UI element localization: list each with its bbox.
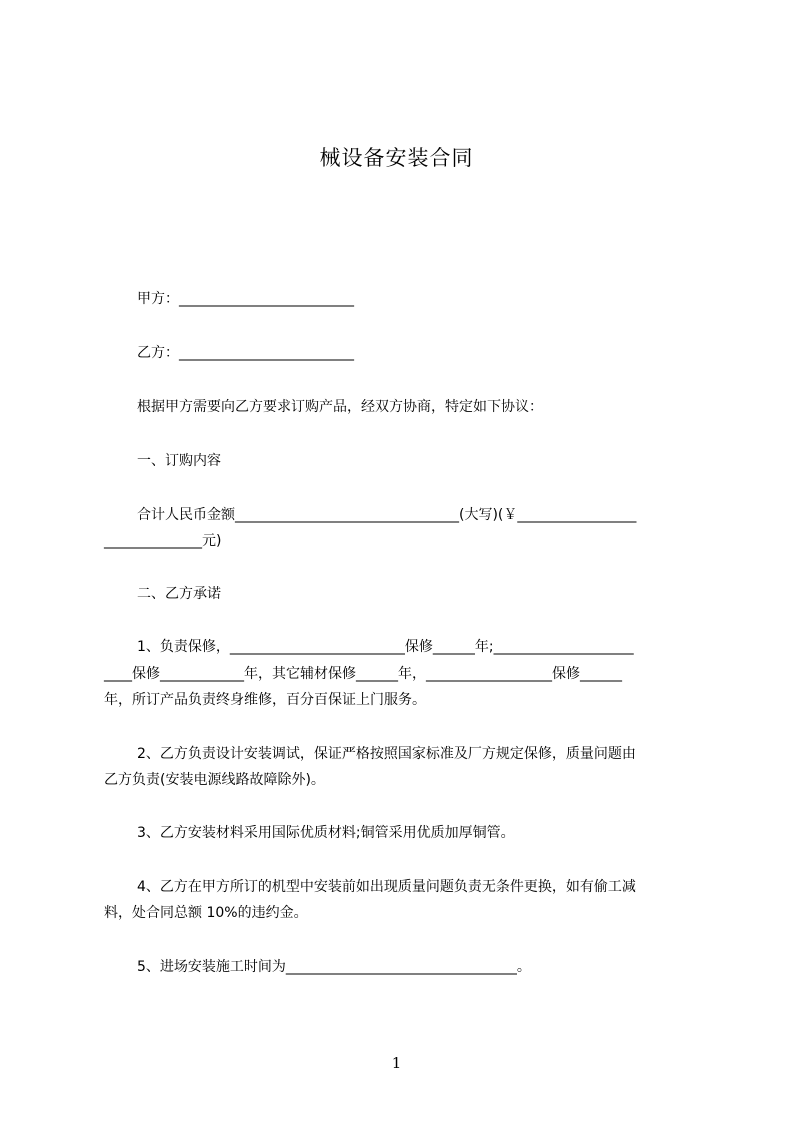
clause-4-line-1: 4、乙方在甲方所订的机型中安装前如出现质量问题负责无条件更换，如有偷工减 (137, 879, 636, 895)
page-number: 1 (391, 1054, 402, 1072)
clause-1-line-3: 年，所订产品负责终身维修，百分百保证上门服务。 (104, 692, 426, 708)
preamble-paragraph: 根据甲方需要向乙方要求订购产品，经双方协商，特定如下协议： (137, 399, 543, 415)
section-heading-order-content: 一、订购内容 (137, 453, 221, 469)
document-title: 械设备安装合同 (319, 146, 474, 170)
clause-1-line-1: 1、负责保修，_________________________保修______年;____________________ (137, 639, 634, 655)
party-b-line: 乙方：_________________________ (137, 345, 354, 361)
section-heading-party-b-commitments: 二、乙方承诺 (137, 586, 221, 602)
clause-2-line-1: 2、乙方负责设计安装调试，保证严格按照国家标准及厂方规定保修，质量问题由 (137, 746, 636, 762)
total-amount-line-continued: ______________元) (104, 533, 222, 549)
total-amount-line: 合计人民币金额________________________________(大写)(￥_________________ (137, 507, 637, 523)
clause-5-line: 5、进场安装施工时间为_________________________________。 (137, 959, 531, 975)
clause-2-line-2: 乙方负责(安装电源线路故障除外)。 (104, 772, 325, 788)
clause-1-line-2: ____保修____________年，其它辅材保修______年，__________________保修______ (104, 666, 622, 682)
party-a-line: 甲方：_________________________ (137, 291, 354, 307)
clause-3-line: 3、乙方安装材料采用国际优质材料;铜管采用优质加厚铜管。 (137, 825, 515, 841)
clause-4-line-2: 料，处合同总额 10%的违约金。 (104, 905, 308, 921)
